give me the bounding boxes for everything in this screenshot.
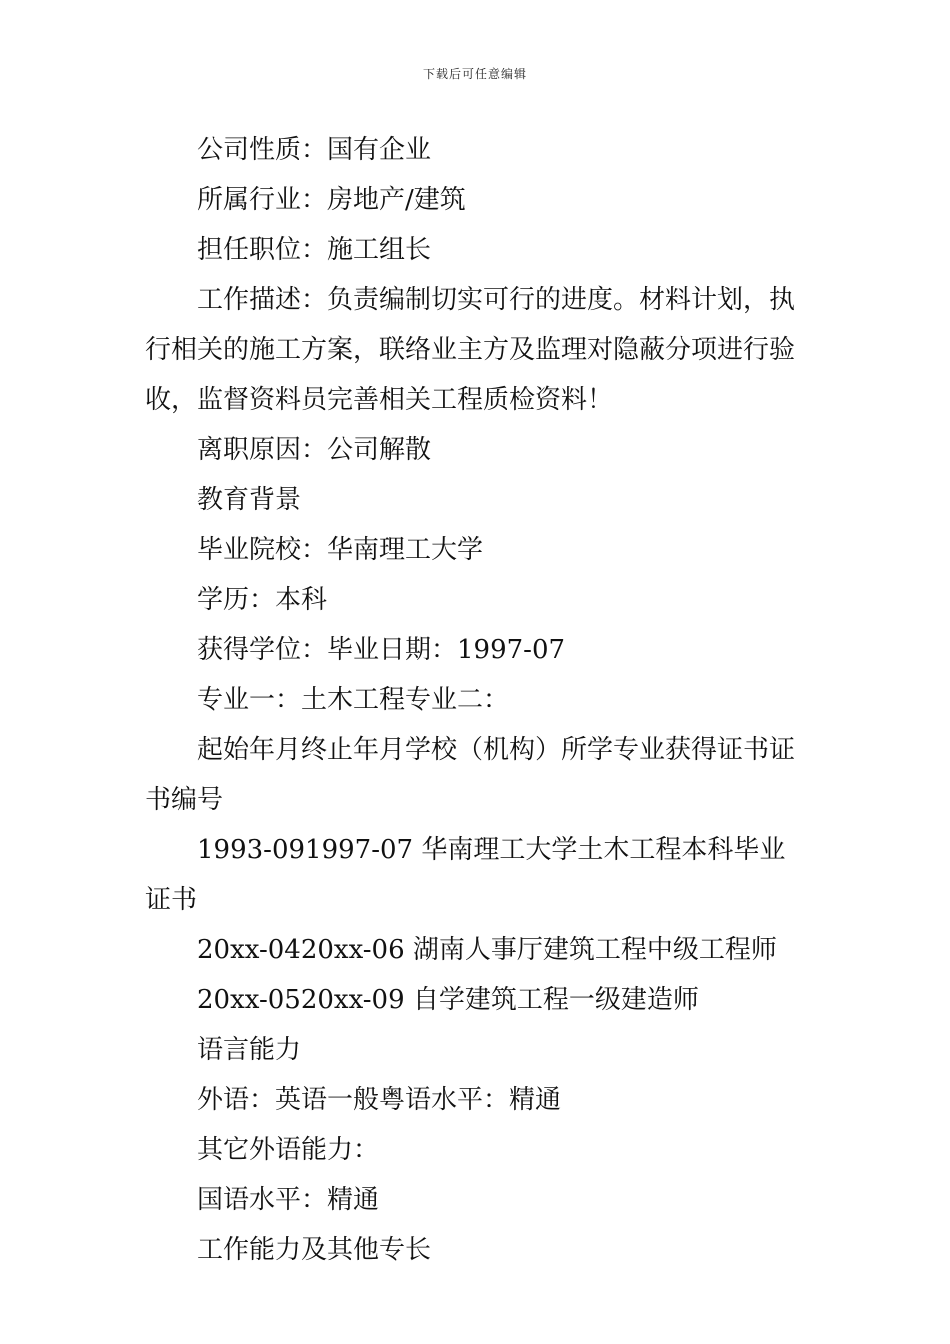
position-line: 担任职位：施工组长 [197, 235, 432, 265]
company-nature-line: 公司性质：国有企业 [197, 135, 432, 165]
skills-section-heading: 工作能力及其他专长 [197, 1235, 432, 1265]
certificate-table-header: 起始年月终止年月学校（机构）所学专业获得证书证书编号 [145, 735, 796, 815]
mandarin-level-line: 国语水平：精通 [197, 1185, 380, 1215]
education-level-line: 学历：本科 [197, 585, 328, 615]
education-section-heading: 教育背景 [197, 485, 302, 515]
job-description-paragraph: 工作描述：负责编制切实可行的进度。材料计划，执行相关的施工方案，联络业主方及监理对隐蔽分项进行验收，监督资料员完善相关工程质检资料！ [145, 285, 796, 415]
major-line: 专业一：土木工程专业二： [197, 685, 510, 715]
certificate-entry-2: 20xx-0420xx-06 湖南人事厅建筑工程中级工程师 [197, 935, 777, 965]
certificate-entry-1: 1993-091997-07 华南理工大学土木工程本科毕业证书 [145, 835, 786, 915]
industry-line: 所属行业：房地产/建筑 [197, 185, 466, 215]
other-language-line: 其它外语能力： [197, 1135, 380, 1165]
certificate-entry-3: 20xx-0520xx-09 自学建筑工程一级建造师 [197, 985, 699, 1015]
graduated-school-line: 毕业院校：华南理工大学 [197, 535, 484, 565]
foreign-language-line: 外语：英语一般粤语水平：精通 [197, 1085, 562, 1115]
document-body [145, 125, 810, 1275]
language-section-heading: 语言能力 [197, 1035, 302, 1065]
page-header: 下载后可任意编辑 [422, 67, 527, 81]
degree-date-line: 获得学位：毕业日期：1997-07 [197, 635, 566, 665]
leaving-reason-line: 离职原因：公司解散 [197, 435, 432, 465]
